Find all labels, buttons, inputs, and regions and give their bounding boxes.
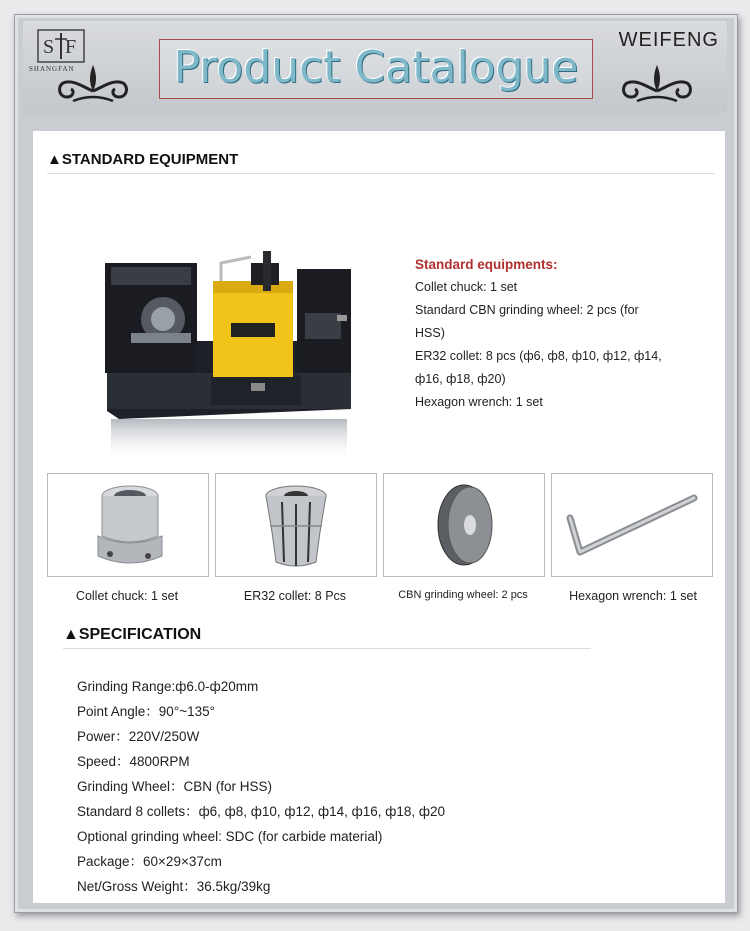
accessory-thumbnails bbox=[47, 473, 715, 603]
spec-power: Power：220V/250W bbox=[77, 729, 200, 744]
standard-equipments-title: Standard equipments: bbox=[415, 257, 558, 272]
logo-text: SHANGFAN bbox=[29, 65, 75, 73]
caption-hex-wrench: Hexagon wrench: 1 set bbox=[569, 589, 697, 603]
spec-weight: Net/Gross Weight：36.5kg/39kg bbox=[77, 879, 271, 894]
collet-chuck-image bbox=[48, 474, 208, 576]
thumb-collet-chuck bbox=[47, 473, 209, 577]
ornament-left-icon bbox=[53, 57, 133, 107]
catalogue-header bbox=[23, 21, 727, 113]
page-title: Product Catalogue bbox=[173, 42, 579, 93]
equipment-line: HSS) bbox=[415, 326, 445, 340]
er32-collet-image bbox=[216, 474, 376, 576]
grinder-machine-image bbox=[101, 223, 357, 463]
spec-package: Package：60×29×37cm bbox=[77, 854, 222, 869]
spec-grinding-wheel: Grinding Wheel：CBN (for HSS) bbox=[77, 779, 273, 794]
caption-er32-collet: ER32 collet: 8 Pcs bbox=[243, 589, 347, 603]
svg-text:S: S bbox=[43, 36, 55, 58]
divider bbox=[63, 648, 591, 649]
thumb-hex-wrench bbox=[551, 473, 713, 577]
hex-wrench-image bbox=[552, 474, 712, 576]
ornament-right-icon bbox=[617, 57, 697, 107]
spec-grinding-range: Grinding Range:ф6.0-ф20mm bbox=[77, 679, 259, 694]
caption-grinding-wheel: CBN grinding wheel: 2 pcs bbox=[398, 589, 528, 601]
grinding-wheel-image bbox=[384, 474, 544, 576]
spec-speed: Speed：4800RPM bbox=[77, 754, 190, 769]
spec-point-angle: Point Angle：90°~135° bbox=[77, 704, 216, 719]
equipment-line: Standard CBN grinding wheel: 2 pcs (for bbox=[415, 303, 639, 317]
divider bbox=[47, 173, 715, 174]
spec-optional-wheel: Optional grinding wheel: SDC (for carbide material) bbox=[77, 829, 383, 844]
equipment-line: ER32 collet: 8 pcs (ф6, ф8, ф10, ф12, ф14, bbox=[415, 349, 662, 363]
equipment-line: Hexagon wrench: 1 set bbox=[415, 395, 543, 409]
specification-list bbox=[77, 674, 445, 899]
standard-equipment-heading: ▲STANDARD EQUIPMENT bbox=[47, 151, 239, 168]
standard-equipments-list bbox=[415, 253, 705, 414]
caption-collet-chuck: Collet chuck: 1 set bbox=[75, 589, 179, 603]
content-panel bbox=[33, 131, 725, 903]
title-banner bbox=[159, 39, 593, 99]
specification-heading: ▲SPECIFICATION bbox=[63, 626, 202, 643]
svg-text:F: F bbox=[65, 36, 77, 58]
catalogue-frame bbox=[14, 14, 738, 913]
brand-name: WEIFENG bbox=[618, 29, 719, 51]
thumb-er32-collet bbox=[215, 473, 377, 577]
equipment-line: ф16, ф18, ф20) bbox=[415, 372, 506, 386]
spec-standard-collets: Standard 8 collets：ф6, ф8, ф10, ф12, ф14, ф16, ф18, ф20 bbox=[77, 804, 446, 819]
equipment-line: Collet chuck: 1 set bbox=[415, 280, 518, 294]
thumb-grinding-wheel bbox=[383, 473, 545, 577]
